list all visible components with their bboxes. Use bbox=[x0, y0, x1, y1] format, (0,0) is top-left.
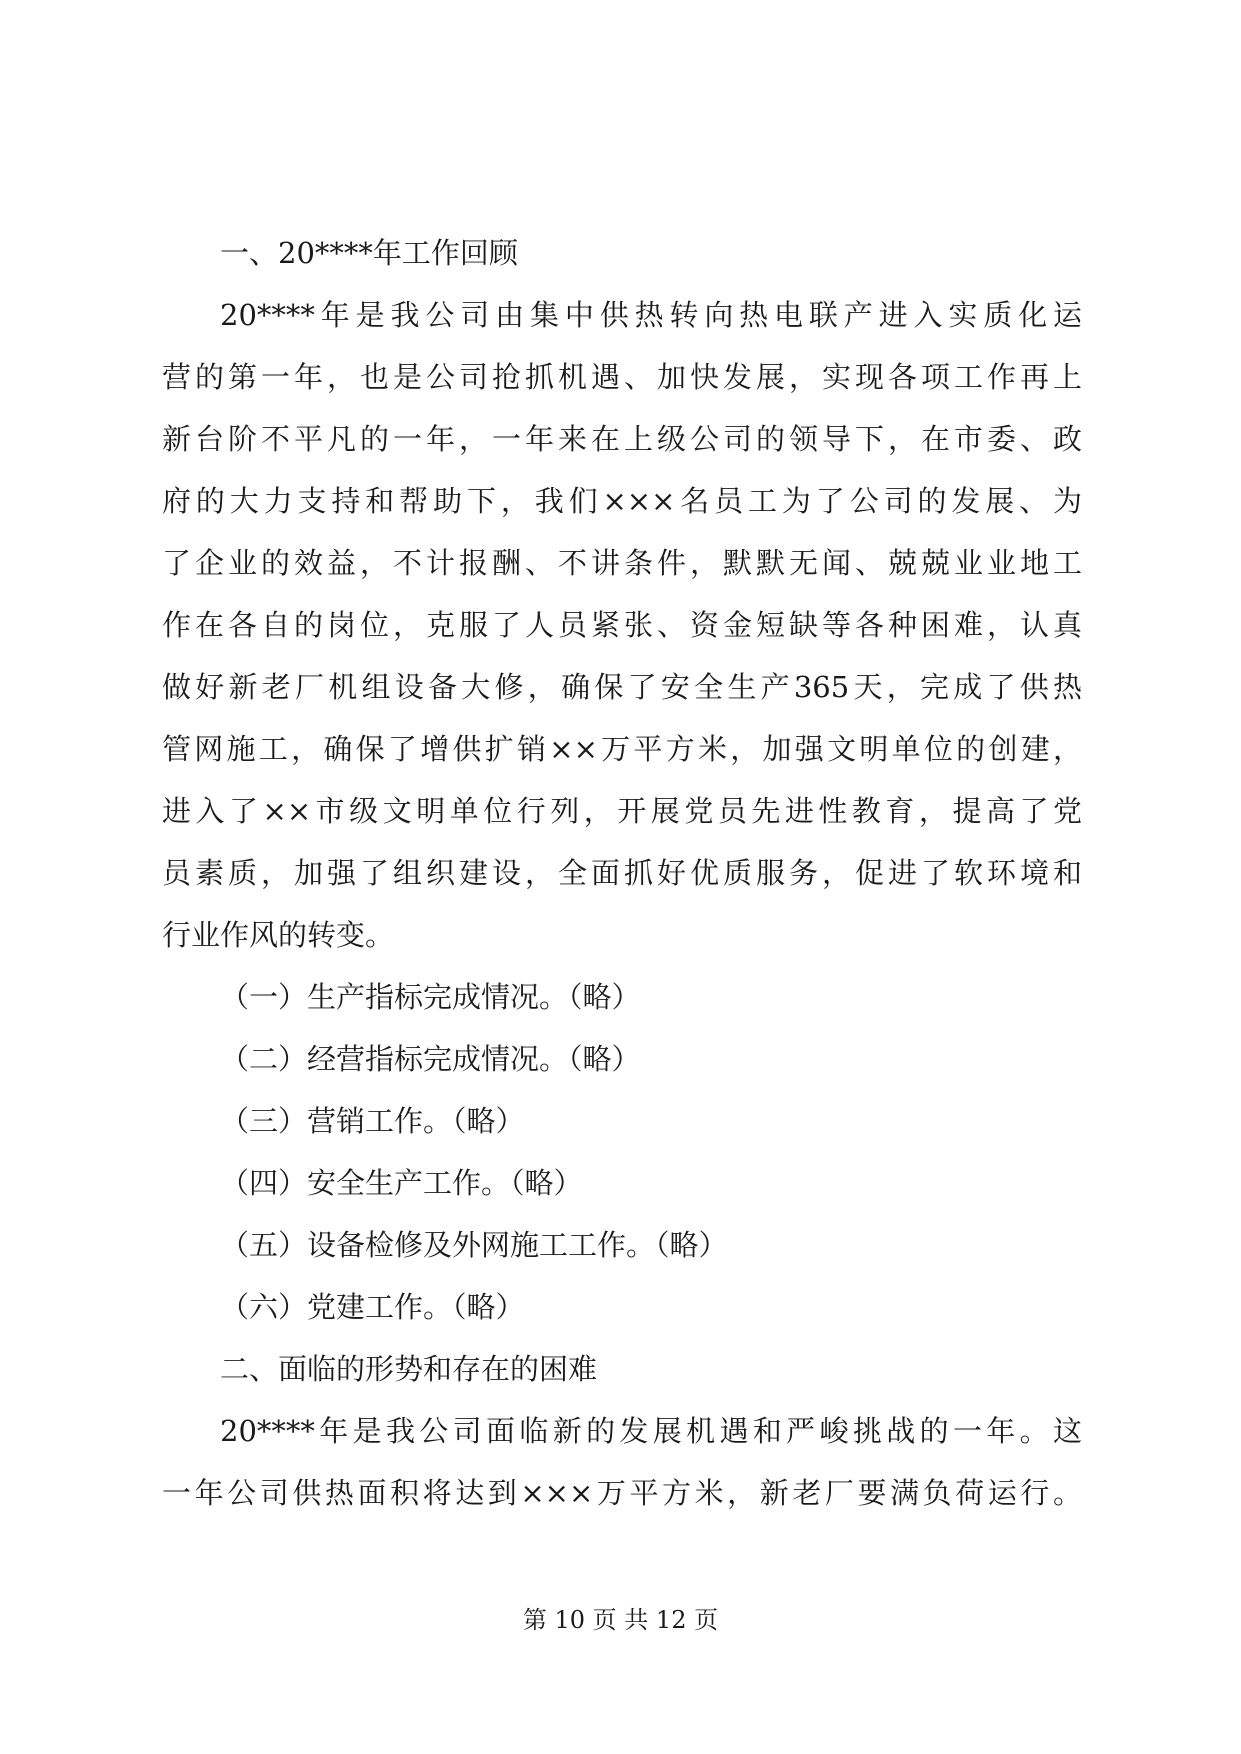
list-item-1: （一）生产指标完成情况。（略） bbox=[220, 980, 641, 1014]
paragraph-2-line-1: 20****年是我公司面临新的发展机遇和严峻挑战的一年。这 bbox=[220, 1414, 1082, 1448]
list-item-6: （六）党建工作。（略） bbox=[220, 1290, 525, 1324]
paragraph-1-line-7: 做好新老厂机组设备大修，确保了安全生产365天，完成了供热 bbox=[162, 670, 1082, 704]
section-heading-2: 二、面临的形势和存在的困难 bbox=[220, 1352, 598, 1386]
paragraph-1-line-4: 府的大力支持和帮助下，我们×××名员工为了公司的发展、为 bbox=[162, 484, 1082, 518]
list-item-4: （四）安全生产工作。（略） bbox=[220, 1166, 583, 1200]
paragraph-1-line-10: 员素质，加强了组织建设，全面抓好优质服务，促进了软环境和 bbox=[162, 856, 1082, 890]
paragraph-1-line-1: 20****年是我公司由集中供热转向热电联产进入实质化运 bbox=[220, 298, 1082, 332]
paragraph-1-line-3: 新台阶不平凡的一年，一年来在上级公司的领导下，在市委、政 bbox=[162, 422, 1082, 456]
paragraph-1-line-9: 进入了××市级文明单位行列，开展党员先进性教育，提高了党 bbox=[162, 794, 1082, 828]
list-item-5: （五）设备检修及外网施工工作。（略） bbox=[220, 1228, 728, 1262]
paragraph-1-line-5: 了企业的效益，不计报酬、不讲条件，默默无闻、兢兢业业地工 bbox=[162, 546, 1082, 580]
paragraph-1-line-6: 作在各自的岗位，克服了人员紧张、资金短缺等各种困难，认真 bbox=[162, 608, 1082, 642]
list-item-2: （二）经营指标完成情况。（略） bbox=[220, 1042, 641, 1076]
section-heading-1: 一、20****年工作回顾 bbox=[220, 236, 518, 270]
list-item-3: （三）营销工作。（略） bbox=[220, 1104, 525, 1138]
paragraph-1-line-11: 行业作风的转变。 bbox=[162, 918, 395, 952]
paragraph-2-line-2: 一年公司供热面积将达到×××万平方米，新老厂要满负荷运行。 bbox=[162, 1476, 1082, 1510]
paragraph-1-line-2: 营的第一年，也是公司抢抓机遇、加快发展，实现各项工作再上 bbox=[162, 360, 1082, 394]
paragraph-1-line-8: 管网施工，确保了增供扩销××万平方米，加强文明单位的创建， bbox=[162, 732, 1082, 766]
page-footer: 第 10 页 共 12 页 bbox=[522, 1606, 719, 1634]
